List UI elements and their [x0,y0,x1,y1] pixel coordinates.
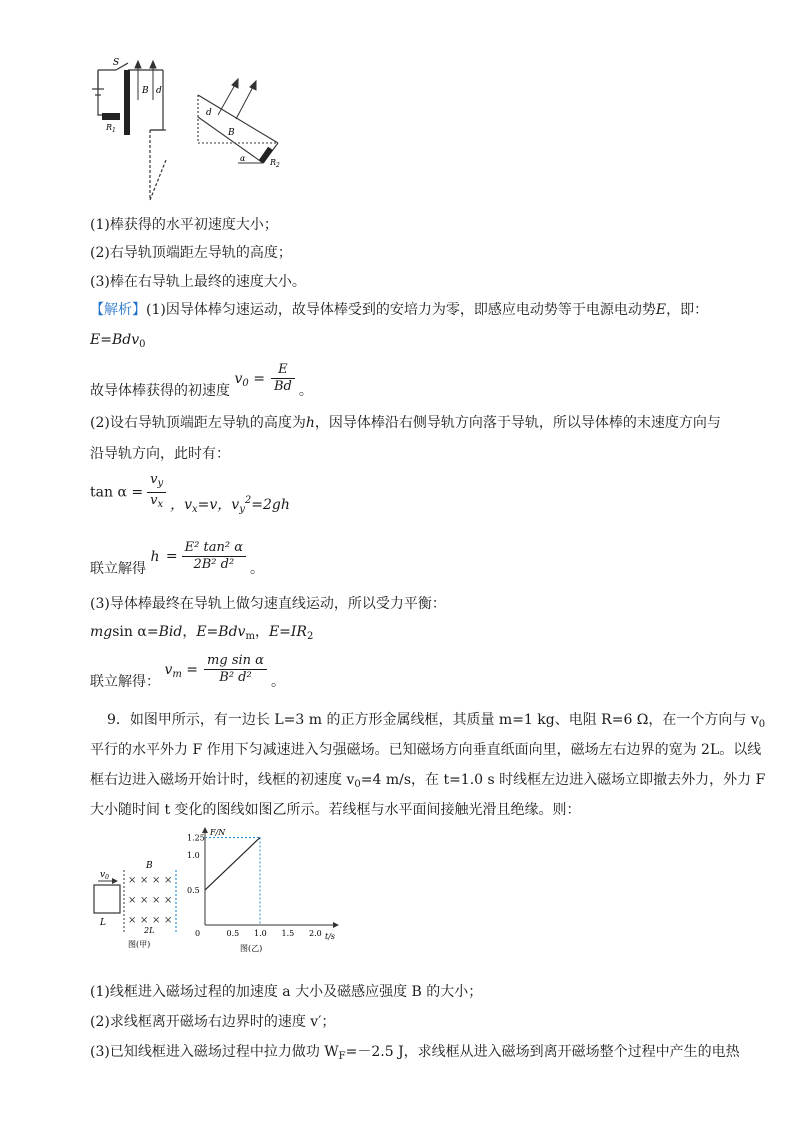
field-crosses [128,875,172,926]
width-2L-label: 2L [144,926,155,935]
svg-text:×: × [152,895,161,906]
analysis-p2b: 沿导轨方向，此时有： [90,446,230,462]
side-L-label: L [100,918,106,928]
field-label-left: B [142,86,149,96]
force-line [205,838,260,891]
svg-text:×: × [128,875,137,886]
question-2: (2)右导轨顶端距左导轨的高度； [90,245,292,261]
svg-text:×: × [164,895,173,906]
x-tick-label: 0.5 [226,929,240,938]
v0-result: 故导体棒获得的初速度 $v_0$ = $\frac{E}{Bd}$ 。 [90,362,313,399]
y-axis-label: F/N [210,828,226,837]
question-3: (3)棒在右导轨上最终的速度大小。 [90,274,306,290]
frame-field-figure [88,855,188,955]
sub9-q2: (2)求线框离开磁场右边界时的速度 v′； [90,1014,336,1030]
svg-text:×: × [164,875,173,886]
problem9-line3: 框右边进入磁场开始计时，线框的初速度 $v_0=4$ m/s，在 t=1.0 s 时线框左边进入磁场立即撤去外力，外力 F [90,772,766,790]
angle-label: α [240,154,246,163]
x-tick-label: 2.0 [309,929,322,938]
y-tick-label: 1.25 [187,833,205,843]
x-axis-label: t/s [325,932,336,941]
problem9-line2: 平行的水平外力 F 作用下匀减速进入匀强磁场。已知磁场方向垂直纸面向里，磁场左右边界的宽为 2L。以线 [90,742,762,758]
problem9-line4: 大小随时间 t 变化的图线如图乙所示。若线框与水平面间接触光滑且绝缘。则： [90,802,581,818]
caption-yi: 图(乙) [240,944,263,953]
graph-axes [202,827,339,928]
equation-3: mgsin α=Bid，E=Bdv$_m$，$E=IR_2$ [90,624,314,642]
resistor-r1-label: $R_1$ [106,123,116,134]
svg-text:×: × [164,915,173,926]
analysis-tag: 【解析】 [90,302,146,318]
width-label-right: d [206,108,212,118]
analysis-p1: 【解析】(1)因导体棒匀速运动，故导体棒受到的安培力为零，即感应电动势等于电源电动势E，即： [90,302,709,318]
equation-1: E=Bdv$_0$ [90,332,146,350]
analysis-p2a: (2)设右导轨顶端距左导轨的高度为h，因导体棒沿右侧导轨方向落于导轨，所以导体棒的末速度方向与 [90,415,721,431]
svg-text:×: × [140,895,149,906]
y-tick-label: 0.5 [187,886,200,895]
vm-result: 联立解得： $v_m$ = $\frac{\text{mg sin α}}{\text{B² d²}}$ 。 [90,653,285,690]
y-tick-label: 1.0 [187,851,200,860]
resistor-r2-label: $R_2$ [270,158,280,169]
field-B-label: B [146,861,153,871]
h-result: 联立解得 h = $\frac{\text{E² tan² α}}{\text{2B² d²}}$ 。 [90,540,264,577]
svg-text:×: × [140,875,149,886]
sub9-q3: (3)已知线框进入磁场过程中拉力做功 $W_F=-2.5$ J，求线框从进入磁场到离开磁场整个过程中产生的电热 [90,1044,740,1062]
svg-text:×: × [152,915,161,926]
sub9-q1: (1)线框进入磁场过程的加速度 a 大小及磁感应强度 B 的大小； [90,984,483,1000]
width-label-left: d [156,86,162,96]
x-tick-label: 0 [195,929,201,938]
force-time-graph [185,825,355,955]
svg-text:×: × [128,915,137,926]
svg-text:×: × [152,875,161,886]
problem9-line1: 9．如图甲所示，有一边长 L=3 m 的正方形金属线框，其质量 m=1 kg、电阻 R=6 Ω，在一个方向与 $v_0$ [107,712,766,730]
svg-text:×: × [140,915,149,926]
analysis-p3: (3)导体棒最终在导轨上做匀速直线运动，所以受力平衡： [90,596,446,612]
rail-circuit-figure [88,55,308,205]
tan-equation: tan α = $\frac{v_y}{v_x}$ ，$v_x=v$，$v_y^2=2gh$ [90,472,290,515]
x-tick-label: 1.0 [254,929,267,938]
v0-label: $v_0$ [100,870,109,881]
x-tick-label: 1.5 [281,929,295,938]
caption-jia: 图(甲) [128,940,151,949]
svg-text:×: × [128,895,137,906]
question-1: (1)棒获得的水平初速度大小； [90,217,278,233]
switch-label: S [113,58,120,68]
field-label-right: B [228,128,235,138]
